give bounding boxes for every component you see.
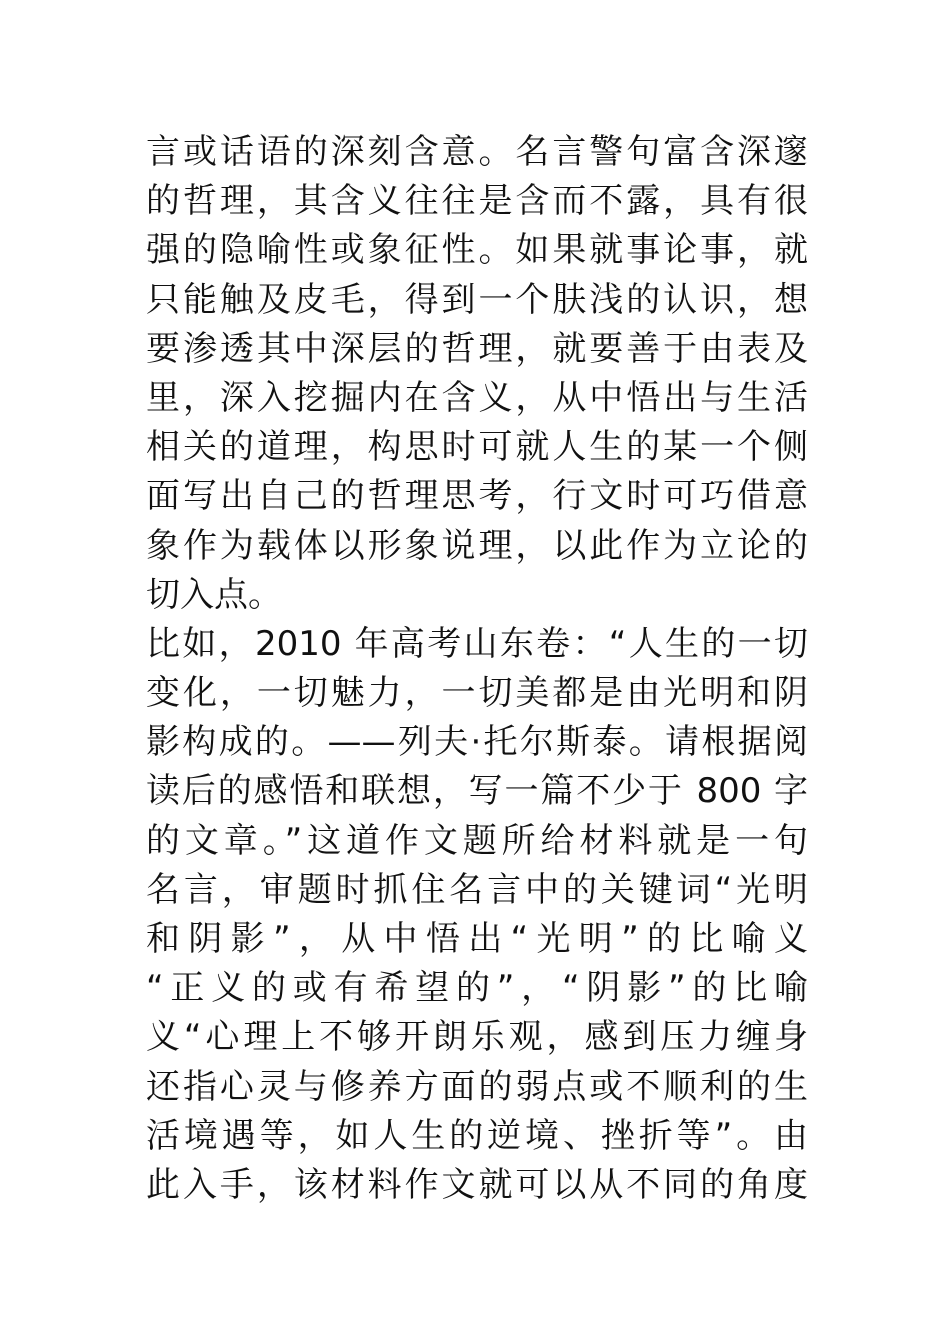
text-line: 的哲理，其含义往往是含而不露，具有很 <box>146 181 808 222</box>
text-line: 里，深入挖掘内在含义，从中悟出与生活 <box>146 377 808 418</box>
text-line: 名言，审题时抓住名言中的关键词“光明 <box>146 869 808 910</box>
text-line: 只能触及皮毛，得到一个肤浅的认识，想 <box>146 279 808 320</box>
text-line: 比如，2010 年高考山东卷：“人生的一切 <box>146 623 808 664</box>
text-line: “正义的或有希望的”，“阴影”的比喻 <box>146 968 808 1009</box>
text-line: 切入点。 <box>146 574 282 615</box>
text-line: 还指心灵与修养方面的弱点或不顺利的生 <box>146 1066 808 1107</box>
text-line: 相关的道理，构思时可就人生的某一个侧 <box>146 427 808 468</box>
text-line: 变化，一切魅力，一切美都是由光明和阴 <box>146 673 808 714</box>
text-line: 此入手，该材料作文就可以从不同的角度 <box>146 1164 808 1205</box>
text-line: 读后的感悟和联想，写一篇不少于 800 字 <box>146 771 808 812</box>
text-line: 义“心理上不够开朗乐观，感到压力缠身 <box>146 1017 808 1058</box>
text-line: 面写出自己的哲理思考，行文时可巧借意 <box>146 476 808 517</box>
text-line: 言或话语的深刻含意。名言警句富含深邃 <box>146 132 808 172</box>
text-line: 强的隐喻性或象征性。如果就事论事，就 <box>146 230 808 271</box>
text-line: 影构成的。——列夫·托尔斯泰。请根据阅 <box>146 722 808 763</box>
text-line: 的文章。”这道作文题所给材料就是一句 <box>146 820 808 861</box>
text-line: 活境遇等，如人生的逆境、挫折等”。由 <box>146 1115 808 1156</box>
text-line: 和阴影”，从中悟出“光明”的比喻义 <box>146 919 808 959</box>
text-line: 象作为载体以形象说理，以此作为立论的 <box>146 525 808 566</box>
text-line: 要渗透其中深层的哲理，就要善于由表及 <box>146 328 808 369</box>
body-text <box>146 128 808 1210</box>
